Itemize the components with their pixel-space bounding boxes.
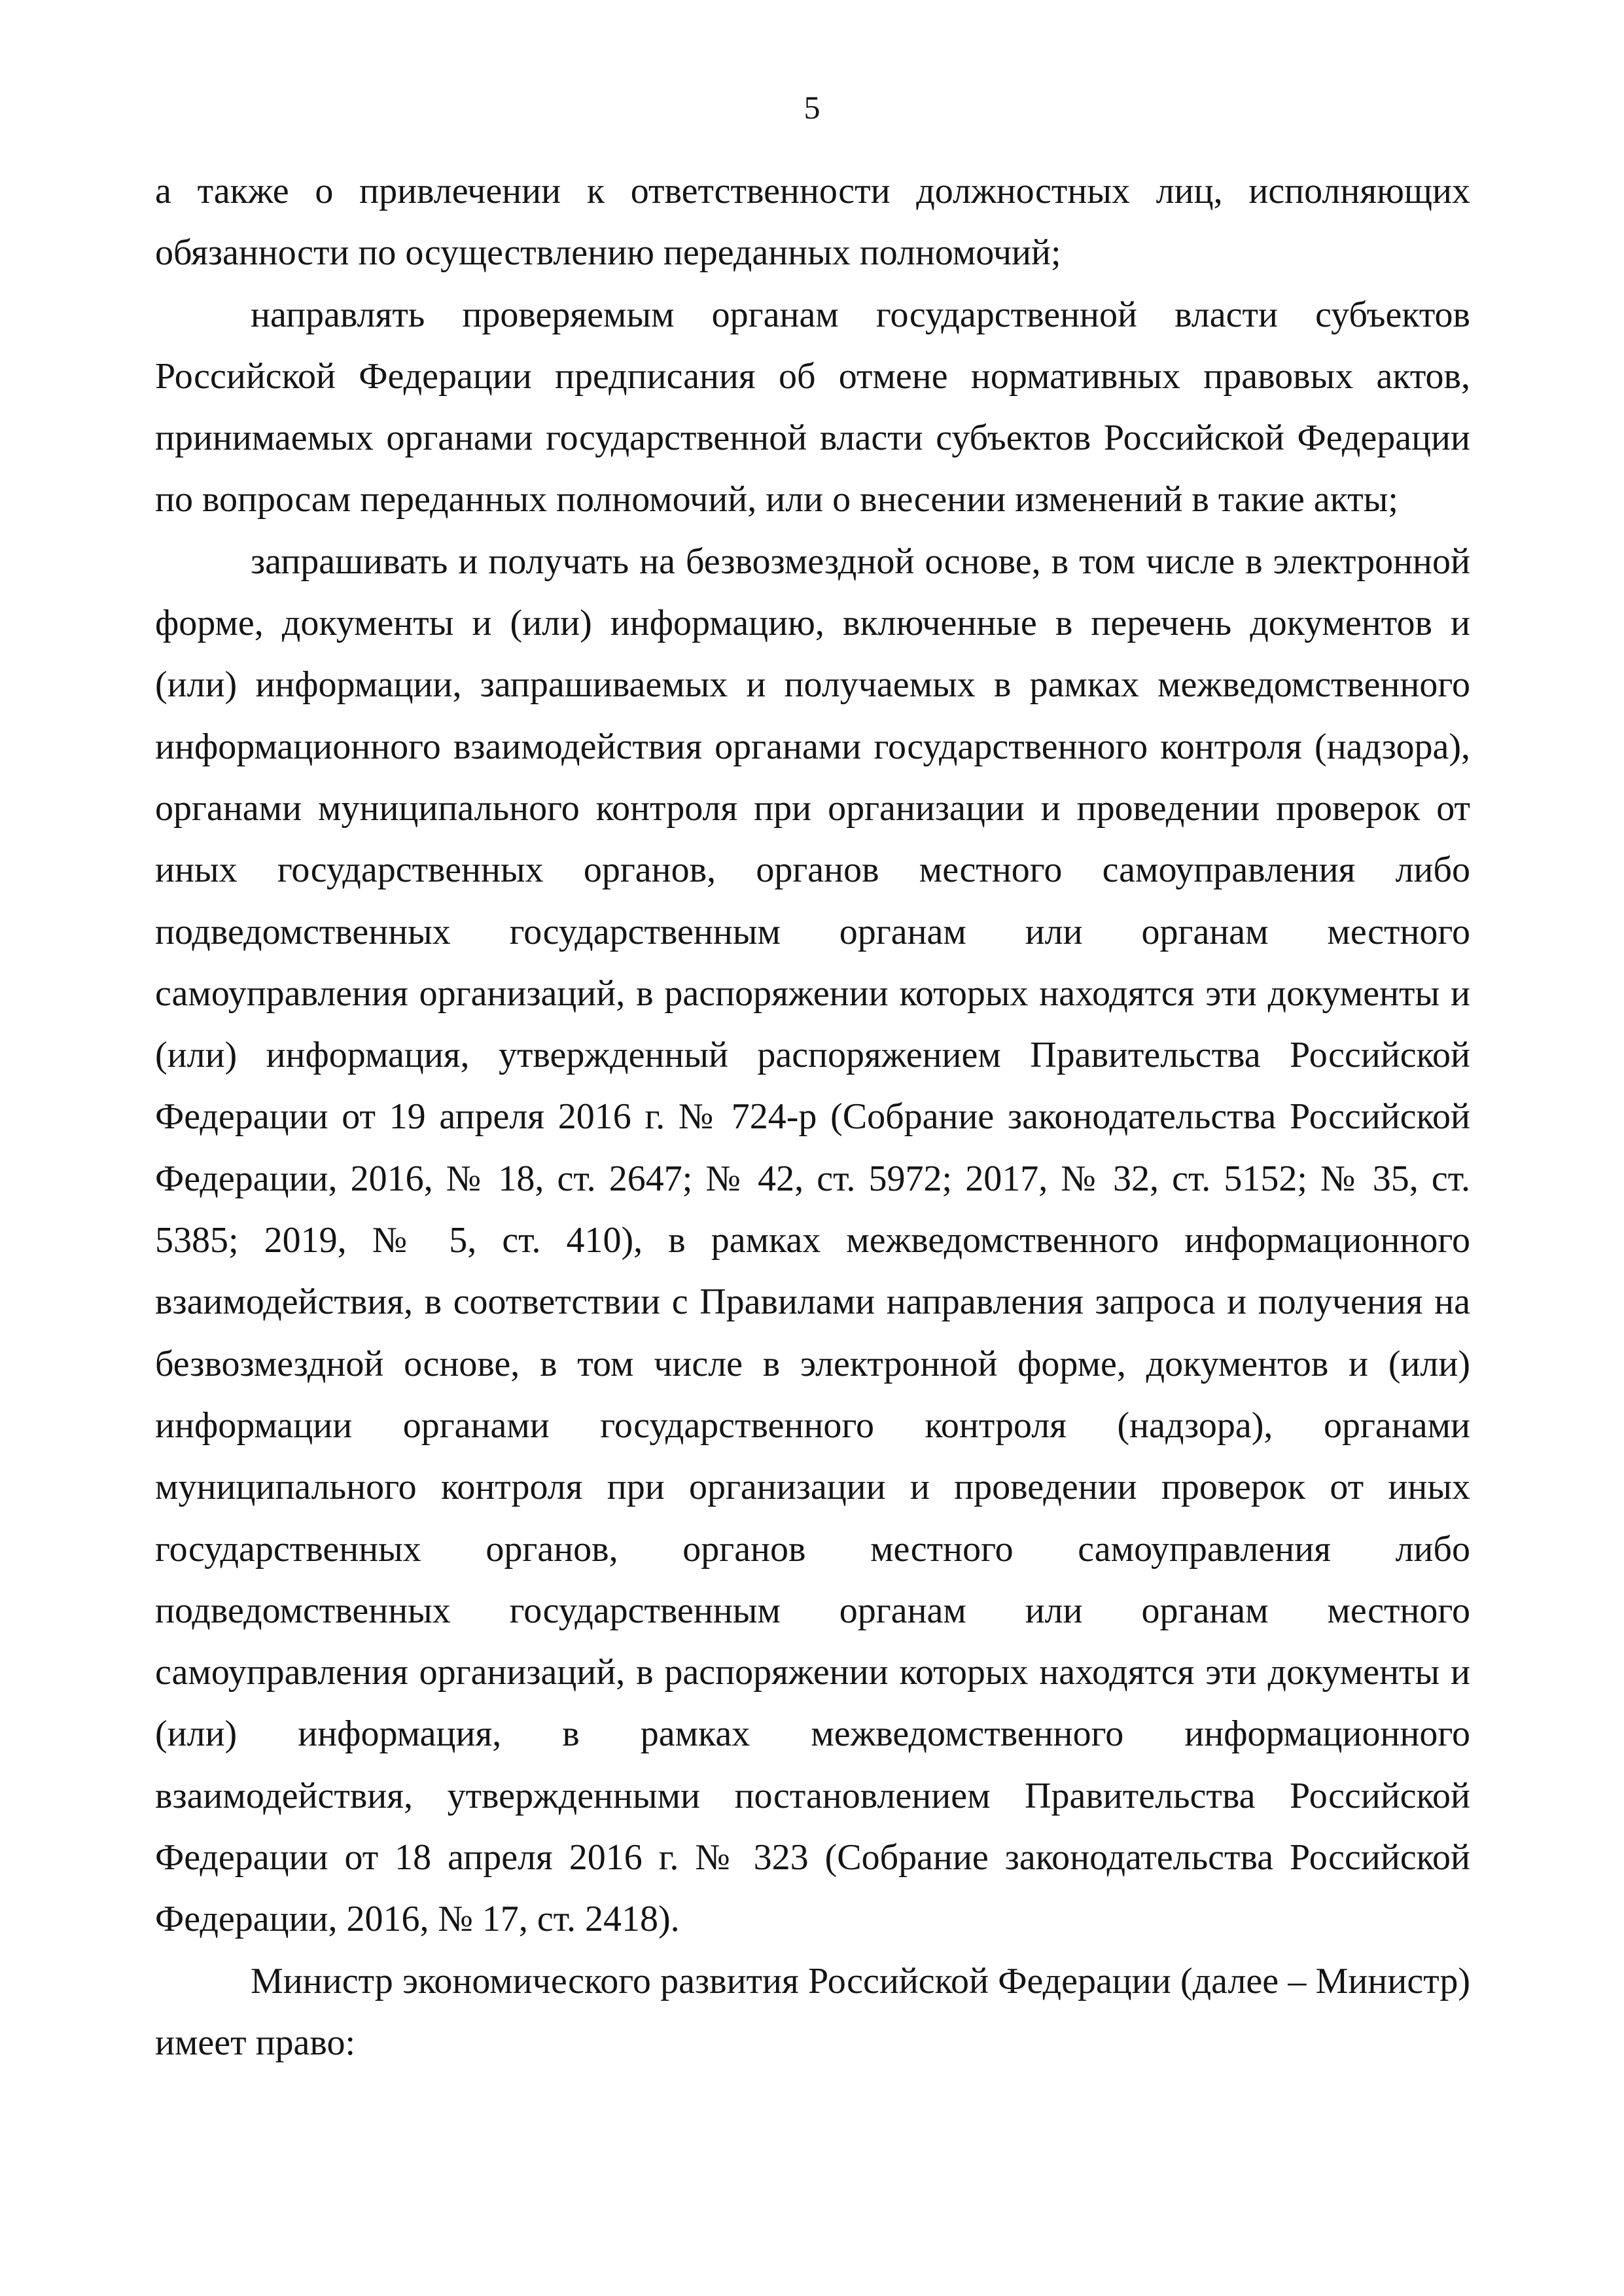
paragraph-minister-rights: Министр экономического развития Российской Федерации (далее – Министр) имеет право: <box>155 1960 1470 2063</box>
paragraph-responsibility: а также о привлечении к ответственности должностных лиц, исполняющих обязанности по осуществлению переданных полномочий; <box>155 171 1470 274</box>
paragraph-send-orders: направлять проверяемым органам государственной власти субъектов Российской Федерации предписания об отмене нормативных правовых актов, принимаемых органами государственной власти субъектов Российской Федерации по вопросам переданных полномочий, или о внесении изменений в такие акты; <box>155 294 1470 520</box>
page-number: 5 <box>803 89 821 126</box>
document-body <box>155 160 1470 2073</box>
paragraph-request-documents: запрашивать и получать на безвозмездной основе, в том числе в электронной форме, документы и (или) информацию, включенные в перечень документов и (или) информации, запрашиваемых и получаемых в рамках межведомственного информационного взаимодействия органами государственного контроля (надзора), органами муниципального контроля при организации и проведении проверок от иных государственных органов, органов местного самоуправления либо подведомственных государственным органам или органам местного самоуправления организаций, в распоряжении которых находятся эти документы и (или) информация, утвержденный распоряжением Правительства Российской Федерации от 19 апреля 2016 г. № 724-р (Собрание законодательства Российской Федерации, 2016, № 18, ст. 2647; № 42, ст. 5972; 2017, № 32, ст. 5152; № 35, ст. 5385; 2019, № 5, ст. 410), в рамках межведомственного информационного взаимодействия, в соответствии с Правилами направления запроса и получения на безвозмездной основе, в том числе в электронной форме, документов и (или) информации органами государственного контроля (надзора), органами муниципального контроля при организации и проведении проверок от иных государственных органов, органов местного самоуправления либо подведомственных государственным органам или органам местного самоуправления организаций, в распоряжении которых находятся эти документы и (или) информация, в рамках межведомственного информационного взаимодействия, утвержденными постановлением Правительства Российской Федерации от 18 апреля 2016 г. № 323 (Собрание законодательства Российской Федерации, 2016, № 17, ст. 2418). <box>155 541 1470 1940</box>
